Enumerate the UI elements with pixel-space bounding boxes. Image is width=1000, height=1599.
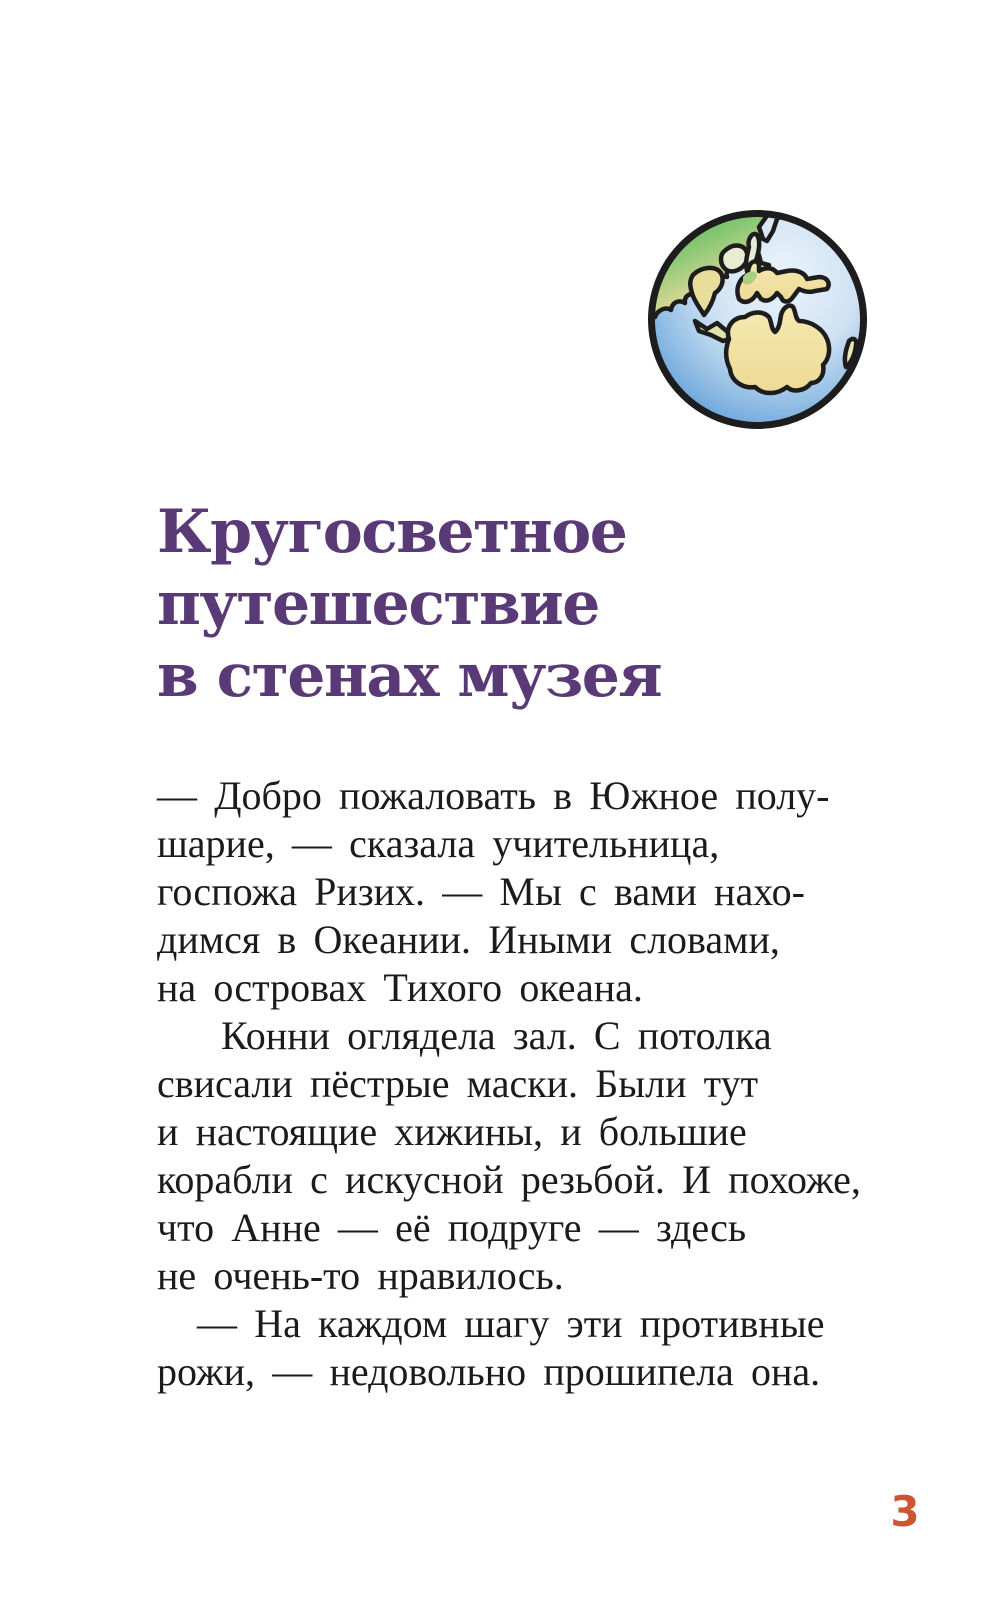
chapter-title — [157, 496, 661, 712]
chapter-title-line: Кругосветное — [157, 497, 627, 567]
globe-oceania-icon — [643, 205, 872, 434]
borneo-island — [721, 246, 747, 272]
story-text — [157, 772, 861, 1396]
text-line: что Анне — её подруге — здесь — [157, 1205, 747, 1250]
text-line: — Добро пожаловать в Южное полу- — [157, 773, 830, 818]
text-line: не очень-то нравилось. — [157, 1253, 564, 1298]
text-line: корабли с искусной резьбой. И похоже, — [157, 1157, 861, 1202]
text-line: димся в Океании. Иными словами, — [157, 917, 780, 962]
paragraph — [157, 1012, 861, 1300]
text-line: Конни оглядела зал. С потолка — [221, 1013, 772, 1058]
text-line: рожи, — недовольно прошипела она. — [157, 1349, 821, 1394]
text-line: — На каждом шагу эти противные — [197, 1301, 825, 1346]
paragraph — [157, 772, 861, 1012]
text-line: шарие, — сказала учительница, — [157, 821, 720, 866]
text-line: на островах Тихого океана. — [157, 965, 643, 1010]
page-number: 3 — [890, 1487, 920, 1536]
paragraph — [157, 1300, 861, 1396]
text-line: госпожа Ризих. — Мы с вами нахо- — [157, 869, 806, 914]
chapter-title-line: путешествие — [157, 569, 599, 639]
text-line: свисали пёстрые маски. Были тут — [157, 1061, 759, 1106]
text-line: и настоящие хижины, и большие — [157, 1109, 747, 1154]
chapter-title-line: в стенах музея — [157, 641, 662, 711]
